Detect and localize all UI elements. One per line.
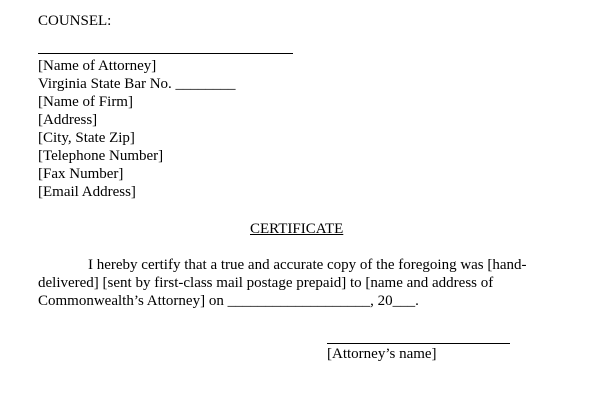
counsel-signature-rule: [38, 53, 293, 54]
counsel-heading: COUNSEL:: [38, 13, 112, 29]
fax-line: [Fax Number]: [38, 166, 124, 182]
signature-name-label: [Attorney’s name]: [327, 346, 437, 362]
certificate-body-line-1: I hereby certify that a true and accurate copy of the foregoing was [hand-: [88, 257, 527, 273]
firm-name-line: [Name of Firm]: [38, 94, 133, 110]
certificate-title: CERTIFICATE: [250, 221, 344, 237]
attorney-name-line: [Name of Attorney]: [38, 58, 157, 74]
bar-number-line: Virginia State Bar No. ________: [38, 76, 236, 92]
address-line: [Address]: [38, 112, 98, 128]
city-state-zip-line: [City, State Zip]: [38, 130, 135, 146]
email-line: [Email Address]: [38, 184, 136, 200]
signature-rule: [327, 343, 510, 344]
certificate-body-line-3: Commonwealth’s Attorney] on ___________________, 20___.: [38, 293, 419, 309]
telephone-line: [Telephone Number]: [38, 148, 164, 164]
certificate-body-line-2: delivered] [sent by first-class mail postage prepaid] to [name and address of: [38, 275, 494, 291]
